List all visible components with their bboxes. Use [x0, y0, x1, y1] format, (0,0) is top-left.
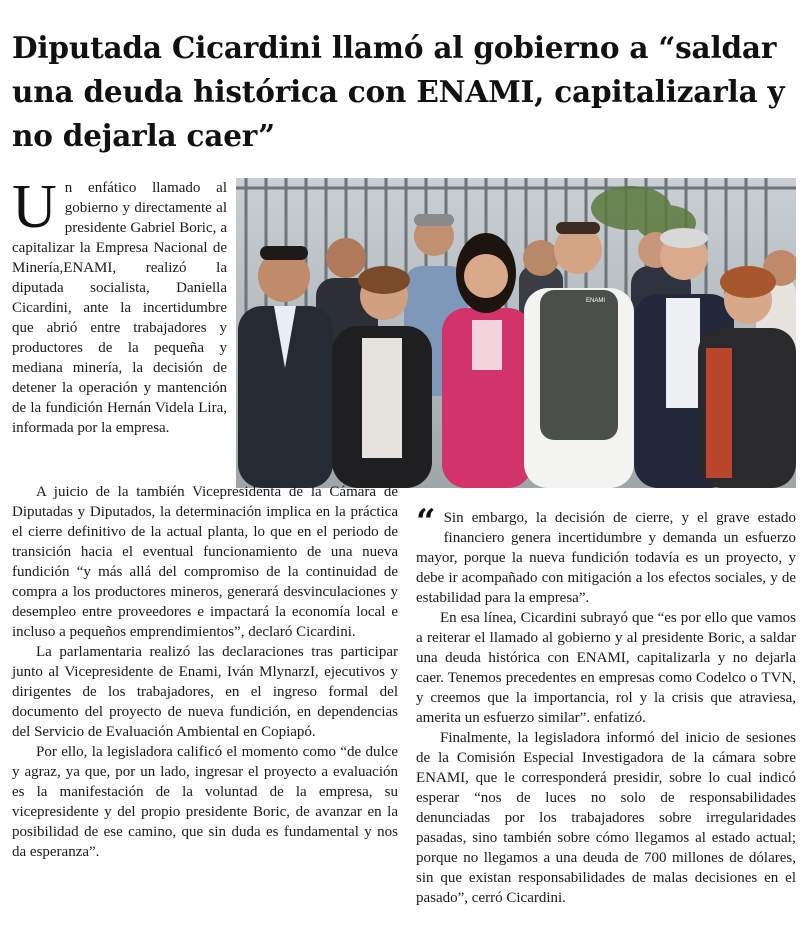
paragraph-3: Por ello, la legisladora calificó el momento como “de dulce y agraz, ya que, por un lado, ingresar el proyecto a evaluación es la manifestación de la voluntad de la empresa, su vicepresidente y del propio presidente Boric, de avanzar en la posibilidad de ese camino, que sin duda es fundamental y nos da esperanza”. — [12, 744, 398, 860]
paragraph-4 — [416, 502, 796, 608]
vest-logo: ENAMI — [586, 298, 606, 304]
article-column-right — [416, 502, 796, 908]
lead-text: n enfático llamado al gobierno y directamente al presidente Gabriel Boric, a capitalizar la Empresa Nacional de Minería,ENAMI, realizó la diputada socialista, Daniella Cicardini, ante la incertidumbre que abrió entre trabajadores y productores de la pequeña y mediana minería, la decisión de detener la operación y mantención de la fundición Hernán Videla Lira, informada por la empresa. — [12, 180, 227, 436]
quote-mark-icon: “ — [416, 502, 436, 542]
article-photo — [236, 178, 796, 488]
paragraph-6: Finalmente, la legisladora informó del inicio de sesiones de la Comisión Especial Investigadora de la cámara sobre ENAMI, que le corresponderá presidir, sobre lo cual indicó esperar “nos de luces no solo de responsabilidades denunciadas por los trabajadores sobre irregularidades pasadas, sino también sobre cómo llegamos al estado actual; porque no llegamos a una deuda de 700 millones de dólares, sin que existan responsabilidades de malas decisiones en el pasado”, cerró Cicardini. — [416, 730, 796, 906]
lead-paragraph — [12, 173, 227, 438]
paragraph-1: A juicio de la también Vicepresidenta de la Cámara de Diputadas y Diputados, la determinación implica en la práctica el cierre definitivo de la actual planta, lo que en el periodo de transición hacia el eventual funcionamiento de una nueva fundición “y más allá del compromiso de la continuidad de compra a los productores mineros, generará desvinculaciones y desempleo entre proveedores e impactará la economía local e incluso a pequeños emprendimientos”, declaró Cicardini. — [12, 484, 398, 640]
paragraph-4-text: Sin embargo, la decisión de cierre, y el grave estado financiero genera incertidumbre y demanda un esfuerzo mayor, porque la nueva fundición todavía es un proyecto, y debe ir acompañado con mitigación a los efectos sociales, y de estabilidad para la empresa”. — [416, 510, 796, 606]
paragraph-5: En esa línea, Cicardini subrayó que “es por ello que vamos a reiterar el llamado al gobierno y al presidente Boric, a saldar una deuda histórica con ENAMI, capitalizarla y no dejarla caer. Tenemos precedentes en empresas como Codelco o TVN, y creemos que la importancia, rol y la crisis que atraviesa, amerita un esfuerzo similar”. enfatizó. — [416, 610, 796, 726]
paragraph-2: La parlamentaria realizó las declaraciones tras participar junto al Vicepresidente de Enami, Iván MlynarzI, ejecutivos y dirigentes de los trabajadores, en el ingreso formal del documento del proyecto de nueva fundición, en dependencias del Servicio de Evaluación Ambiental en Copiapó. — [12, 644, 398, 740]
article-column-left — [12, 482, 398, 862]
article-headline: Diputada Cicardini llamó al gobierno a “saldar una deuda histórica con ENAMI, capitalizarla y no dejarla caer” — [12, 30, 785, 153]
drop-cap: U — [12, 173, 57, 241]
